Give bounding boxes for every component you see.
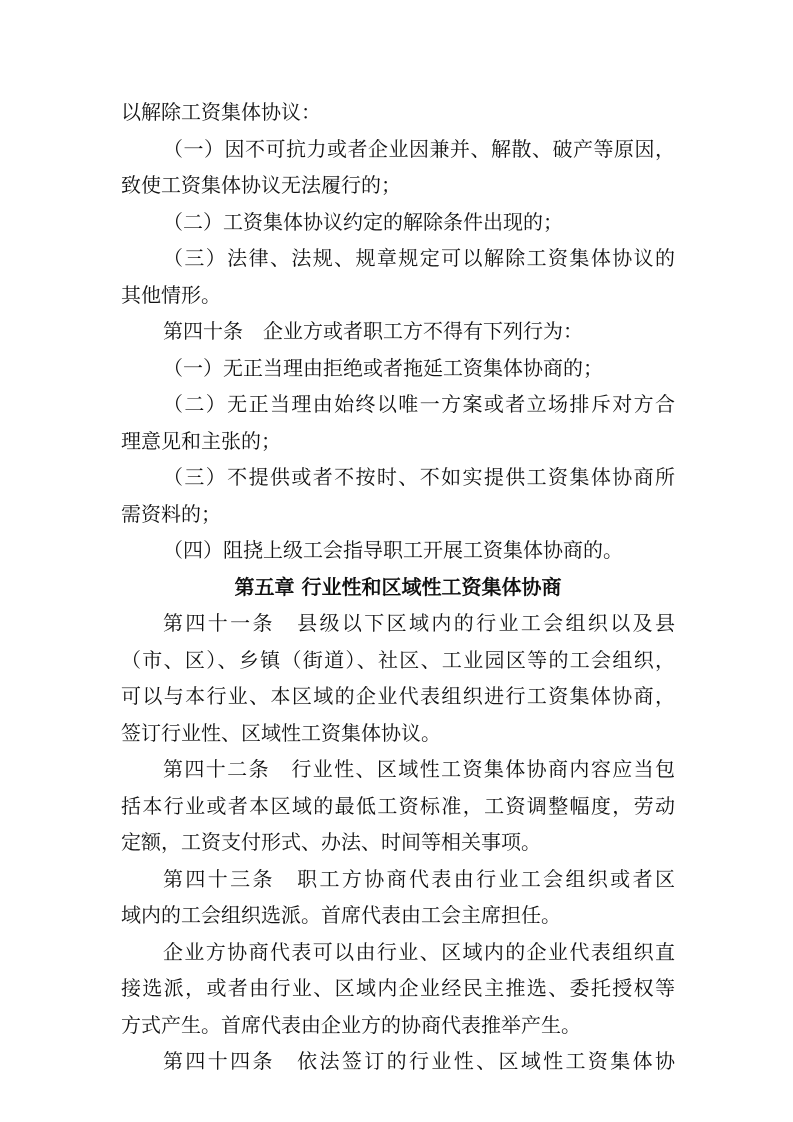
article-line: 第四十条 企业方或者职工方不得有下列行为： — [163, 319, 583, 343]
text-line: （二）无正当理由始终以唯一方案或者立场排斥对方合 — [163, 392, 675, 416]
text-line: 企业方协商代表可以由行业、区域内的企业代表组织直 — [163, 940, 675, 964]
text-line: 签订行业性、区域性工资集体协议。 — [121, 721, 441, 745]
text-line: （一）无正当理由拒绝或者拖延工资集体协商的； — [163, 356, 603, 380]
text-line: 方式产生。首席代表由企业方的协商代表推举产生。 — [121, 1013, 581, 1037]
text-line: （三）不提供或者不按时、不如实提供工资集体协商所 — [163, 465, 675, 489]
text-line: （二）工资集体协议约定的解除条件出现的； — [163, 210, 563, 234]
article-line: 第四十四条 依法签订的行业性、区域性工资集体协 — [163, 1049, 675, 1073]
text-line: 接选派，或者由行业、区域内企业经民主推选、委托授权等 — [121, 976, 675, 1000]
text-line: 域内的工会组织选派。首席代表由工会主席担任。 — [121, 903, 561, 927]
text-line: 致使工资集体协议无法履行的； — [121, 173, 401, 197]
text-line: （三）法律、法规、规章规定可以解除工资集体协议的 — [163, 246, 675, 270]
text-line: （市、区）、乡镇（街道）、社区、工业园区等的工会组织， — [121, 648, 675, 672]
text-line: 其他情形。 — [121, 283, 221, 307]
text-line: 需资料的； — [121, 502, 221, 526]
article-line: 第四十一条 县级以下区域内的行业工会组织以及县 — [163, 611, 675, 635]
text-line: （四）阻挠上级工会指导职工开展工资集体协商的。 — [163, 538, 623, 562]
text-line: 以解除工资集体协议： — [121, 100, 321, 124]
text-line: 理意见和主张的； — [121, 429, 281, 453]
article-line: 第四十二条 行业性、区域性工资集体协商内容应当包 — [163, 757, 675, 781]
text-line: 可以与本行业、本区域的企业代表组织进行工资集体协商， — [121, 684, 675, 708]
text-line: 定额，工资支付形式、办法、时间等相关事项。 — [121, 830, 541, 854]
text-line: 括本行业或者本区域的最低工资标准，工资调整幅度，劳动 — [121, 794, 675, 818]
text-line: （一）因不可抗力或者企业因兼并、解散、破产等原因， — [163, 137, 675, 161]
article-line: 第四十三条 职工方协商代表由行业工会组织或者区 — [163, 867, 675, 891]
chapter-heading: 第五章 行业性和区域性工资集体协商 — [234, 575, 562, 599]
